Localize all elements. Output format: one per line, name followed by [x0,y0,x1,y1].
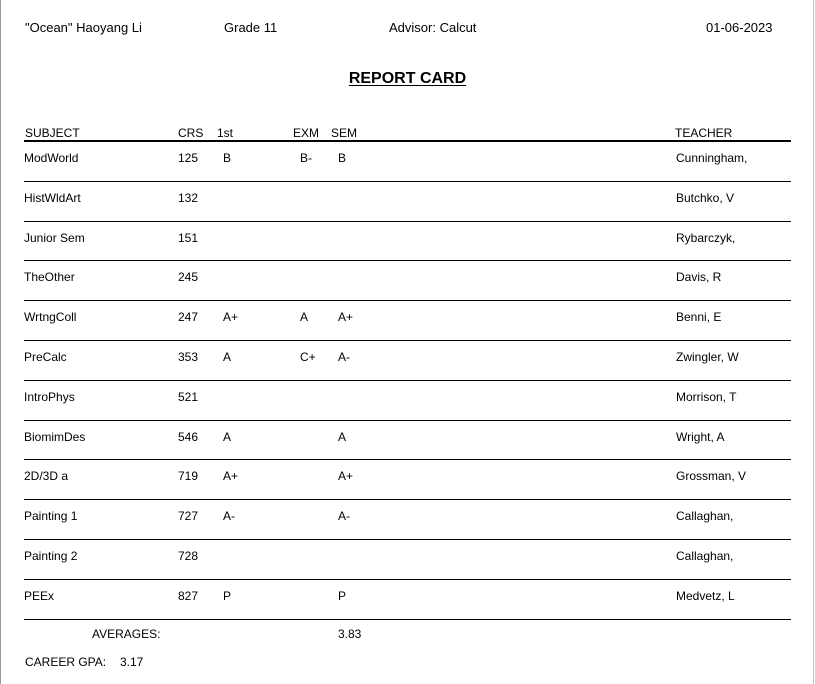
subject-cell: 2D/3D a [24,469,69,484]
subject-cell: Painting 2 [24,548,78,563]
semester-grade-cell: A- [338,349,350,364]
semester-grade-cell: A+ [338,310,354,325]
table-row [24,341,791,381]
table-row [24,261,791,301]
course-number-cell: 827 [178,588,199,603]
teacher-cell: Wright, A [676,429,725,444]
exam-grade-cell: A [300,310,309,325]
course-number-cell: 719 [178,469,199,484]
student-name: "Ocean" Haoyang Li [25,20,142,35]
subject-cell: PreCalc [24,349,67,364]
course-number-cell: 125 [178,151,199,165]
report-date: 01-06-2023 [706,20,773,35]
subject-cell: Painting 1 [24,509,78,524]
course-number-cell: 151 [178,230,199,245]
table-row [24,381,791,421]
table-row [24,301,791,341]
subject-cell: WrtngColl [24,310,77,325]
teacher-cell: Davis, R [676,270,722,285]
page-title: REPORT CARD [348,70,467,87]
course-number-cell: 245 [178,270,199,285]
course-number-cell: 546 [178,429,199,444]
subject-cell: BiomimDes [24,429,86,444]
subject-cell: Junior Sem [24,230,85,245]
semester-grade-cell: A- [338,509,350,524]
table-row [24,421,791,461]
career-gpa-value: 3.17 [120,655,144,669]
first-quarter-grade-cell: P [223,588,232,603]
course-number-cell: 728 [178,548,199,563]
teacher-cell: Benni, E [676,310,722,325]
subject-cell: PEEx [24,588,55,603]
table-row [24,460,791,500]
averages-label: AVERAGES: [92,627,161,641]
first-quarter-grade-cell: A+ [223,469,239,484]
table-row [24,222,791,262]
teacher-cell: Zwingler, W [676,349,739,364]
column-header-exm: EXM [293,126,320,140]
teacher-cell: Rybarczyk, [676,230,736,245]
course-number-cell: 247 [178,310,199,325]
page-edge-right [813,0,814,684]
teacher-cell: Cunningham, [676,151,748,165]
teacher-cell: Butchko, V [676,190,735,205]
column-header-sem: SEM [331,126,358,140]
subject-cell: HistWldArt [24,190,81,205]
table-row [24,182,791,222]
first-quarter-grade-cell: A [223,429,232,444]
averages-sem-value: 3.83 [338,627,362,641]
subject-cell: IntroPhys [24,389,75,404]
subject-cell: ModWorld [24,151,79,165]
page-edge-left [0,0,1,684]
exam-grade-cell: C+ [300,349,316,364]
teacher-cell: Morrison, T [676,389,737,404]
course-number-cell: 521 [178,389,199,404]
table-row [24,580,791,620]
column-header-crs: CRS [178,126,204,140]
grades-table [24,142,791,620]
teacher-cell: Callaghan, [676,509,734,524]
exam-grade-cell: B- [300,151,312,165]
table-row [24,540,791,580]
teacher-cell: Grossman, V [676,469,747,484]
first-quarter-grade-cell: B [223,151,232,165]
semester-grade-cell: A [338,429,347,444]
table-row [24,500,791,540]
course-number-cell: 727 [178,509,199,524]
first-quarter-grade-cell: A [223,349,232,364]
advisor: Advisor: Calcut [389,20,477,35]
course-number-cell: 353 [178,349,199,364]
column-header-first: 1st [217,126,234,140]
teacher-cell: Callaghan, [676,548,734,563]
first-quarter-grade-cell: A- [223,509,235,524]
grade-level: Grade 11 [224,20,278,35]
table-row [24,142,791,182]
semester-grade-cell: A+ [338,469,354,484]
column-header-teacher: TEACHER [675,126,733,140]
subject-cell: TheOther [24,270,75,285]
semester-grade-cell: B [338,151,347,165]
course-number-cell: 132 [178,190,199,205]
page-title-wrap [0,70,815,88]
career-gpa-label: CAREER GPA: [25,655,107,669]
column-header-subject: SUBJECT [25,126,80,140]
teacher-cell: Medvetz, L [676,588,735,603]
first-quarter-grade-cell: A+ [223,310,239,325]
semester-grade-cell: P [338,588,347,603]
